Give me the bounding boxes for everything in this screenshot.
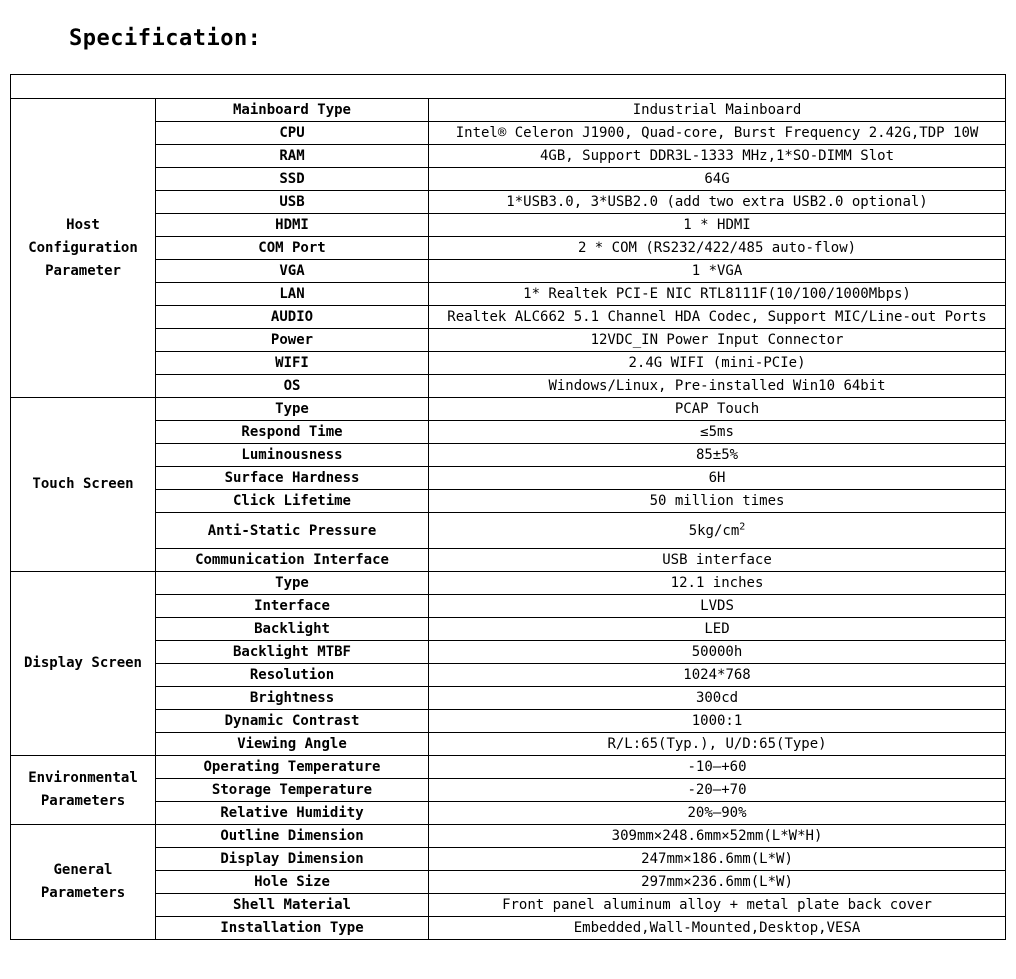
- param-value-storage-temperature: [429, 779, 1006, 802]
- param-value-vga: [429, 260, 1006, 283]
- category-display-screen: Display Screen: [11, 572, 156, 756]
- param-value-text: Intel® Celeron J1900, Quad-core, Burst Frequency 2.42G,TDP 10W: [455, 125, 979, 141]
- param-value-dynamic-contrast: [429, 710, 1006, 733]
- table-row: [11, 145, 1006, 168]
- category-touch-screen: Touch Screen: [11, 398, 156, 572]
- table-row: [11, 99, 1006, 122]
- param-label-communication-interface: Communication Interface: [156, 549, 429, 572]
- table-row: [11, 756, 1006, 779]
- param-label-wifi: WIFI: [156, 352, 429, 375]
- category-environmental-parameters: Environmental Parameters: [11, 756, 156, 825]
- param-label-power: Power: [156, 329, 429, 352]
- param-label-respond-time: Respond Time: [156, 421, 429, 444]
- param-value-text: Front panel aluminum alloy + metal plate back cover: [502, 897, 932, 913]
- param-label-surface-hardness: Surface Hardness: [156, 467, 429, 490]
- param-value-mainboard-type: [429, 99, 1006, 122]
- param-label-usb: USB: [156, 191, 429, 214]
- param-value-text: 5kg/cm: [688, 522, 740, 539]
- param-label-backlight-mtbf: Backlight MTBF: [156, 641, 429, 664]
- table-header-row: [11, 75, 1006, 99]
- table-row: [11, 618, 1006, 641]
- param-value-shell-material: [429, 894, 1006, 917]
- param-value-text: 2.4G WIFI (mini-PCIe): [628, 355, 806, 371]
- param-label-com-port: COM Port: [156, 237, 429, 260]
- param-value-anti-static-pressure: [429, 513, 1006, 549]
- table-row: [11, 687, 1006, 710]
- param-value-interface: [429, 595, 1006, 618]
- param-label-display-dimension: Display Dimension: [156, 848, 429, 871]
- param-value-text: 1000:1: [691, 713, 743, 729]
- param-value-text: 50 million times: [649, 493, 785, 509]
- param-value-backlight: [429, 618, 1006, 641]
- param-value-text: 4GB, Support DDR3L-1333 MHz,1*SO-DIMM Slot: [540, 148, 895, 164]
- param-value-text: 297mm×236.6mm(L*W): [641, 874, 793, 890]
- table-row: [11, 444, 1006, 467]
- param-value-cpu: [429, 122, 1006, 145]
- table-row: [11, 421, 1006, 444]
- param-label-interface: Interface: [156, 595, 429, 618]
- param-value-text: 50000h: [691, 644, 743, 660]
- param-value-surface-hardness: [429, 467, 1006, 490]
- table-row: [11, 329, 1006, 352]
- param-label-installation-type: Installation Type: [156, 917, 429, 940]
- param-value-text: USB interface: [662, 552, 772, 568]
- table-row: [11, 260, 1006, 283]
- param-value-text: LVDS: [700, 598, 734, 614]
- param-value-type: [429, 572, 1006, 595]
- param-value-com-port: [429, 237, 1006, 260]
- param-value-resolution: [429, 664, 1006, 687]
- param-value-operating-temperature: [429, 756, 1006, 779]
- table-row: [11, 894, 1006, 917]
- param-value-wifi: [429, 352, 1006, 375]
- param-label-relative-humidity: Relative Humidity: [156, 802, 429, 825]
- table-row: [11, 168, 1006, 191]
- param-value-display-dimension: [429, 848, 1006, 871]
- param-value-text: 1 * HDMI: [683, 217, 751, 233]
- param-label-hole-size: Hole Size: [156, 871, 429, 894]
- param-value-text: LED: [704, 621, 730, 637]
- param-value-text: 64G: [704, 171, 730, 187]
- param-value-os: [429, 375, 1006, 398]
- param-label-cpu: CPU: [156, 122, 429, 145]
- param-label-ssd: SSD: [156, 168, 429, 191]
- param-label-ram: RAM: [156, 145, 429, 168]
- param-value-text: 309mm×248.6mm×52mm(L*W*H): [611, 828, 823, 844]
- table-row: [11, 848, 1006, 871]
- param-label-storage-temperature: Storage Temperature: [156, 779, 429, 802]
- table-row: [11, 802, 1006, 825]
- param-value-text: 1024*768: [683, 667, 751, 683]
- category-general-parameters: General Parameters: [11, 825, 156, 940]
- table-row: [11, 398, 1006, 421]
- param-value-text: ≤5ms: [700, 424, 734, 440]
- param-label-resolution: Resolution: [156, 664, 429, 687]
- param-label-viewing-angle: Viewing Angle: [156, 733, 429, 756]
- param-value-text: 6H: [708, 470, 726, 486]
- param-value-text: Embedded,Wall-Mounted,Desktop,VESA: [573, 920, 861, 936]
- param-label-dynamic-contrast: Dynamic Contrast: [156, 710, 429, 733]
- param-value-text: 1*USB3.0, 3*USB2.0 (add two extra USB2.0 optional): [506, 194, 928, 210]
- param-value-text: R/L:65(Typ.), U/D:65(Type): [607, 736, 827, 752]
- param-value-backlight-mtbf: [429, 641, 1006, 664]
- param-label-type: Type: [156, 398, 429, 421]
- table-row: [11, 490, 1006, 513]
- param-value-audio: [429, 306, 1006, 329]
- param-value-text: 85±5%: [695, 447, 739, 463]
- param-value-brightness: [429, 687, 1006, 710]
- param-label-mainboard-type: Mainboard Type: [156, 99, 429, 122]
- param-label-shell-material: Shell Material: [156, 894, 429, 917]
- param-value-text: 20%—90%: [687, 805, 747, 821]
- param-value-ram: [429, 145, 1006, 168]
- param-value-text: 247mm×186.6mm(L*W): [641, 851, 793, 867]
- param-value-hole-size: [429, 871, 1006, 894]
- param-value-text: 300cd: [695, 690, 739, 706]
- table-row: [11, 664, 1006, 687]
- param-value-text: Windows/Linux, Pre-installed Win10 64bit: [548, 378, 886, 394]
- param-value-viewing-angle: [429, 733, 1006, 756]
- table-row: [11, 513, 1006, 549]
- param-value-type: [429, 398, 1006, 421]
- param-value-text: PCAP Touch: [674, 401, 760, 417]
- param-label-type: Type: [156, 572, 429, 595]
- param-label-backlight: Backlight: [156, 618, 429, 641]
- table-row: [11, 549, 1006, 572]
- table-row: [11, 191, 1006, 214]
- param-value-text: 12.1 inches: [670, 575, 764, 591]
- param-label-anti-static-pressure: Anti-Static Pressure: [156, 513, 429, 549]
- param-label-outline-dimension: Outline Dimension: [156, 825, 429, 848]
- param-value-usb: [429, 191, 1006, 214]
- table-header-cell: [11, 75, 1006, 99]
- table-row: [11, 917, 1006, 940]
- table-row: [11, 825, 1006, 848]
- param-label-audio: AUDIO: [156, 306, 429, 329]
- param-value-text: 1* Realtek PCI-E NIC RTL8111F(10/100/1000Mbps): [523, 286, 911, 302]
- table-row: [11, 733, 1006, 756]
- table-row: [11, 214, 1006, 237]
- param-value-text: -10—+60: [687, 759, 747, 775]
- param-value-installation-type: [429, 917, 1006, 940]
- param-value-text: 2 * COM (RS232/422/485 auto-flow): [577, 240, 857, 256]
- param-label-click-lifetime: Click Lifetime: [156, 490, 429, 513]
- table-row: [11, 283, 1006, 306]
- param-value-luminousness: [429, 444, 1006, 467]
- table-row: [11, 641, 1006, 664]
- param-value-text: Industrial Mainboard: [632, 102, 802, 118]
- specification-table-body: [11, 75, 1006, 940]
- specification-table: [10, 74, 1006, 940]
- table-row: [11, 871, 1006, 894]
- page-title: Specification:: [69, 26, 262, 51]
- param-label-operating-temperature: Operating Temperature: [156, 756, 429, 779]
- param-value-click-lifetime: [429, 490, 1006, 513]
- param-value-text: Realtek ALC662 5.1 Channel HDA Codec, Support MIC/Line-out Ports: [447, 309, 987, 325]
- table-row: [11, 122, 1006, 145]
- param-label-vga: VGA: [156, 260, 429, 283]
- param-value-hdmi: [429, 214, 1006, 237]
- table-row: [11, 467, 1006, 490]
- param-label-os: OS: [156, 375, 429, 398]
- param-value-respond-time: [429, 421, 1006, 444]
- param-value-relative-humidity: [429, 802, 1006, 825]
- param-value-ssd: [429, 168, 1006, 191]
- param-value-superscript: 2: [739, 520, 746, 532]
- param-label-lan: LAN: [156, 283, 429, 306]
- param-value-communication-interface: [429, 549, 1006, 572]
- table-row: [11, 352, 1006, 375]
- table-row: [11, 595, 1006, 618]
- table-row: [11, 237, 1006, 260]
- table-row: [11, 572, 1006, 595]
- param-value-text: -20—+70: [687, 782, 747, 798]
- table-row: [11, 375, 1006, 398]
- param-value-outline-dimension: [429, 825, 1006, 848]
- param-value-lan: [429, 283, 1006, 306]
- param-label-hdmi: HDMI: [156, 214, 429, 237]
- param-value-text: 1 *VGA: [691, 263, 743, 279]
- table-row: [11, 779, 1006, 802]
- table-row: [11, 710, 1006, 733]
- param-label-brightness: Brightness: [156, 687, 429, 710]
- param-value-power: [429, 329, 1006, 352]
- category-host-configuration-parameter: Host Configuration Parameter: [11, 99, 156, 398]
- param-label-luminousness: Luminousness: [156, 444, 429, 467]
- table-row: [11, 306, 1006, 329]
- param-value-text: 12VDC_IN Power Input Connector: [590, 332, 844, 348]
